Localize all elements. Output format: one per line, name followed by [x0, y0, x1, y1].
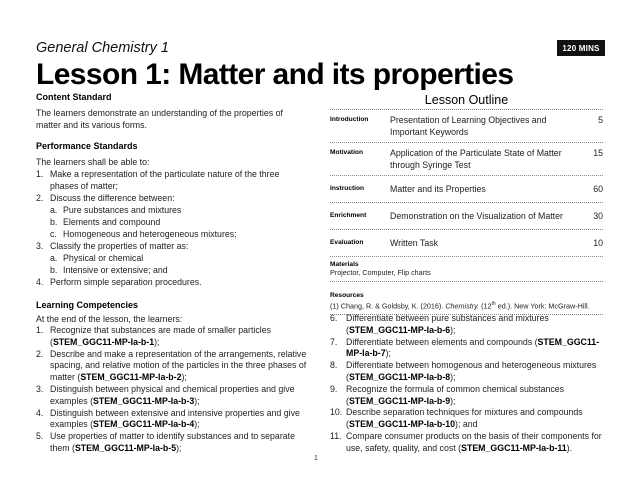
outline-phase: Motivation: [330, 148, 363, 156]
outline-row: [330, 202, 603, 229]
outline-row: [330, 175, 603, 202]
competency-item: 6. Differentiate between pure substances and mixtures (STEM_GGC11-MP-Ia-b-6);: [330, 313, 549, 335]
outline-description: Presentation of Learning Objectives and Important Keywords: [390, 115, 547, 137]
outline-row: [330, 109, 603, 142]
outline-minutes: 15: [593, 148, 603, 158]
competency-item: 9. Recognize the formula of common chemical substances (STEM_GGC11-MP-Ia-b-9);: [330, 383, 565, 406]
competencies-right-column: [330, 313, 603, 455]
outline-minutes: 60: [593, 184, 603, 194]
outline-row: [330, 142, 603, 175]
competency-code: STEM_GGC11-MP-Ia-b-3: [93, 395, 195, 406]
subject-title: General Chemistry 1: [36, 40, 169, 56]
competency-item: 11. Compare consumer products on the basis of their components for use, safety, quality, and cost (STEM_GGC11-MP-Ia-b-11).: [330, 430, 602, 453]
performance-standards-heading: Performance Standards: [36, 141, 138, 151]
competency-code: STEM_GGC11-MP-Ia-b-6: [348, 324, 451, 335]
competency-item: 8. Differentiate between homogenous and heterogeneous mixtures (STEM_GGC11-MP-Ia-b-8);: [330, 360, 597, 382]
materials-block: [330, 256, 603, 281]
outline-phase: Instruction: [330, 184, 365, 192]
content-standard-text: The learners demonstrate an understanding of the properties of matter and its various forms.: [36, 108, 283, 130]
outline-description: Demonstration on the Visualization of Matter: [390, 211, 563, 221]
resources-block: [330, 281, 603, 315]
list-item: 1. Make a representation of the particulate nature of the three phases of matter;: [36, 169, 280, 191]
sub-list-item: b. Elements and compound: [50, 217, 161, 227]
sub-list-item: a. Pure substances and mixtures: [50, 205, 182, 215]
competency-code: STEM_GGC11-MP-Ia-b-4: [93, 419, 195, 430]
materials-label: Materials: [330, 261, 359, 268]
materials-value: Projector, Computer, Flip charts: [330, 268, 431, 277]
competency-code: STEM_GGC11-MP-Ia-b-7: [346, 336, 600, 359]
competency-code: STEM_GGC11-MP-Ia-b-11: [461, 442, 567, 453]
lesson-outline-title: Lesson Outline: [424, 93, 509, 107]
page-number: 1: [314, 455, 318, 462]
outline-description: Matter and its Properties: [390, 184, 486, 194]
competencies-left-column: [36, 311, 310, 455]
competency-item: 1. Recognize that substances are made of smaller particles (STEM_GGC11-MP-Ia-b-1);: [36, 325, 272, 347]
competency-item: 5. Use properties of matter to identify substances and to separate them (STEM_GGC11-MP-Ia-b-5);: [36, 431, 295, 453]
competency-code: STEM_GGC11-MP-Ia-b-1: [52, 336, 155, 347]
outline-phase: Enrichment: [330, 211, 367, 219]
resource-citation: (1) Chang, R. & Goldsby, K. (2016). Chemistry. (12th ed.). New York: McGraw-Hill.: [330, 301, 590, 311]
competency-code: STEM_GGC11-MP-Ia-b-10: [348, 419, 456, 430]
competency-code: STEM_GGC11-MP-Ia-b-2: [80, 372, 182, 383]
competency-code: STEM_GGC11-MP-Ia-b-8: [348, 371, 451, 382]
duration-badge: 120 MINS: [557, 40, 605, 56]
competency-item: 4. Distinguish between extensive and intensive properties and give examples (STEM_GGC11-MP-Ia-b-4);: [36, 407, 300, 430]
outline-phase: Evaluation: [330, 238, 364, 246]
outline-minutes: 10: [593, 238, 603, 248]
outline-minutes: 5: [598, 115, 603, 125]
competency-item: 10. Describe separation techniques for mixtures and compounds (STEM_GGC11-MP-Ia-b-10); and: [330, 407, 583, 430]
outline-row: [330, 229, 603, 256]
competency-code: STEM_GGC11-MP-Ia-b-5: [74, 442, 177, 453]
sub-list: [36, 252, 310, 276]
sub-list-item: a. Physical or chemical: [50, 253, 144, 263]
sub-list-item: b. Intensive or extensive; and: [50, 265, 168, 275]
sub-list: [36, 204, 310, 240]
outline-description: Written Task: [390, 238, 439, 248]
performance-standards-list: [36, 168, 310, 288]
list-item: 3. Classify the properties of matter as:: [36, 241, 189, 251]
learning-competencies-header: [36, 300, 138, 310]
sub-list-item: c. Homogeneous and heterogeneous mixtures;: [50, 229, 237, 239]
list-item: 2. Discuss the difference between:: [36, 193, 175, 203]
outline-minutes: 30: [593, 211, 603, 221]
lesson-outline-box: [330, 92, 603, 315]
outline-description: Application of the Particulate State of Matter through Syringe Test: [390, 148, 562, 170]
lesson-title: Lesson 1: Matter and its properties: [36, 58, 514, 91]
list-item: 4. Perform simple separation procedures.: [36, 277, 202, 287]
standards-column: [36, 92, 310, 288]
competency-item: 3. Distinguish between physical and chemical properties and give examples (STEM_GGC11-MP-Ia-b-3);: [36, 383, 295, 406]
resources-label: Resources: [330, 292, 364, 299]
learning-competencies-heading: Learning Competencies: [36, 300, 139, 310]
outline-phase: Introduction: [330, 115, 369, 123]
competency-item: 2. Describe and make a representation of the arrangements, relative spacing, and relative motion of the particles in the three phases of matter (STEM_GGC11-MP-Ia-b-2);: [36, 348, 307, 383]
learning-competencies-intro: At the end of the lesson, the learners:: [36, 314, 183, 324]
performance-standards-intro: The learners shall be able to:: [36, 157, 150, 167]
content-standard-heading: Content Standard: [36, 92, 112, 102]
competency-item: 7. Differentiate between elements and compounds (STEM_GGC11-MP-Ia-b-7);: [330, 336, 600, 359]
competency-code: STEM_GGC11-MP-Ia-b-9: [348, 395, 451, 406]
